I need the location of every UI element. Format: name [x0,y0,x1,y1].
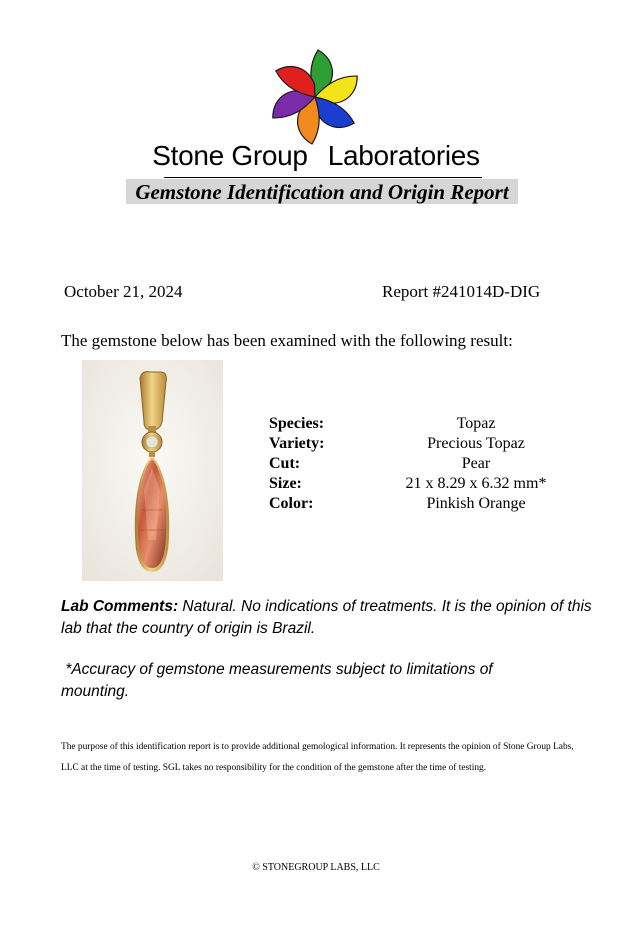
spec-value-color: Pinkish Orange [426,495,526,512]
brand-underline [164,177,482,178]
spec-label-variety: Variety: [269,435,325,452]
lab-comments [61,596,601,640]
spec-label-cut: Cut: [269,455,301,472]
report-date: October 21, 2024 [64,282,183,301]
copyright: © STONEGROUP LABS, LLC [252,862,380,873]
accuracy-note-text: *Accuracy of gemstone measurements subject to limitations of mounting. [61,661,493,700]
intro-text: The gemstone below has been examined with the following result: [61,331,513,350]
brand-name [0,140,632,172]
lab-comments-text: Natural. No indications of treatments. It is the opinion of this lab that the country of origin is Brazil. [61,598,592,637]
spec-value-variety: Precious Topaz [427,435,525,452]
gemstone-photo [82,360,223,581]
spec-label-species: Species: [269,415,325,432]
spec-label-color: Color: [269,495,314,512]
pinwheel-logo-icon [262,44,368,150]
brand-name-left: Stone Group [152,140,308,171]
spec-value-species: Topaz [456,415,496,432]
accuracy-note [61,659,561,703]
spec-label-size: Size: [269,475,302,492]
disclaimer: The purpose of this identification report is to provide additional gemological information. It represents the opinion of Stone Group Labs, LLC at the time of testing. SGL takes no responsibility for the condition of the gemstone after the time of testing. [61,742,574,773]
spec-value-size: 21 x 8.29 x 6.32 mm* [405,475,547,492]
report-number: Report #241014D-DIG [382,282,541,301]
spec-value-cut: Pear [461,455,491,472]
lab-comments-heading: Lab Comments: [61,598,179,615]
report-title: Gemstone Identification and Origin Report [126,179,518,204]
brand-name-right: Laboratories [327,140,480,171]
